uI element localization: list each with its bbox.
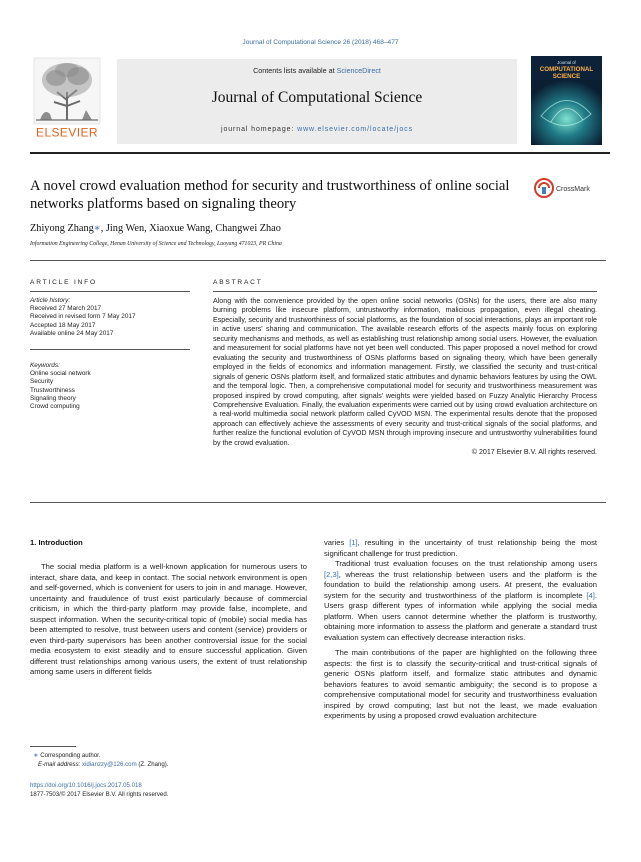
abstract-body — [213, 297, 597, 458]
crossmark-label: CrossMark — [556, 186, 590, 193]
issn-line: 1877-7503/© 2017 Elsevier B.V. All rights reserved. — [30, 791, 169, 798]
article-info-rule — [30, 291, 190, 292]
contents-availability — [117, 66, 517, 75]
text-run: . Users grasp different types of information while applying the social media platform. When users cannot determine whether the platform is trustworthy, obtaining more information to assess the platform and generate a standard trust evaluation system can effectively decrease interaction risks. — [324, 590, 597, 642]
footnote-marker: ∗ — [33, 752, 39, 759]
elsevier-wordmark — [30, 125, 104, 142]
text-run: Traditional trust evaluation focuses on the trust relationship among users — [335, 559, 597, 568]
abstract-heading: ABSTRACT — [213, 279, 263, 286]
author-list — [30, 222, 281, 234]
masthead-divider — [30, 152, 610, 154]
history-online: Available online 24 May 2017 — [30, 329, 114, 337]
intro-paragraph-1: The social media platform is a well-known application for numerous users to interact, share data, and keep in contact. The social network environment is open and self-governed, which is convenient for users to join in and manage. However, uncertainty and fraudulence of trust exist particularly because of commercial criticism, in which the third-party platform may provide false, incomplete, and suspect information. When the security-critical topic of (mobile) social media has been attempted to resolve, trust between users and content (service) providers or even third-party supervisors has been another controversial issue for the social media ecosystem to exist steadily and to ensure successful application. Given different trust relationships among various users, the extent of trust relationship among same users in different fields — [30, 562, 307, 676]
footnote-rule — [30, 746, 76, 747]
corresponding-marker[interactable]: ∗ — [93, 223, 101, 234]
email-label: E-mail address: — [38, 760, 83, 768]
coauthors: , Jing Wen, Xiaoxue Wang, Changwei Zhao — [100, 223, 281, 234]
body-column-left — [30, 562, 307, 678]
keywords-label: Keywords: — [30, 362, 60, 370]
footnote — [30, 752, 169, 769]
keyword-item: Signaling theory — [30, 394, 76, 402]
keyword-item: Trustworthiness — [30, 386, 75, 394]
history-accepted: Accepted 18 May 2017 — [30, 321, 96, 329]
cover-journal-of: Journal of — [557, 60, 576, 65]
journal-homepage — [117, 126, 517, 133]
keyword-item: Crowd computing — [30, 403, 80, 411]
journal-reference[interactable]: Journal of Computational Science 26 (2018) 468–477 — [242, 39, 399, 46]
text-run: , resulting in the uncertainty of trust relationship being the most significant challenge for trust prediction. — [324, 538, 597, 558]
elsevier-wordmark-text: ELSEVIER — [36, 125, 98, 139]
intro-paragraph-2 — [324, 559, 597, 643]
article-info-heading: ARTICLE INFO — [30, 279, 97, 286]
cover-computational: COMPUTATIONAL — [539, 66, 594, 73]
cover-science: SCIENCE — [552, 73, 581, 80]
contents-prefix: Contents lists available at — [253, 66, 337, 75]
footnote-label: Corresponding author. — [40, 752, 101, 759]
abstract-text: Along with the convenience provided by the open online social networks (OSNs) for the users, there are also many burning problems like insecure platform, untrustworthy information, malicious propagation, even illegal cheating. Especially, security and trustworthiness of social platforms, as the foundation of social interactions, plays an important role in active users' sharing and communication. The available research efforts of the aspects mainly focus on exploring security mechanisms and methods, as well as establishing trust relationship among social users. However, the evaluation and measurement for social platforms have not yet been well conducted. This paper proposed a novel method for crowd evaluating the security and trustworthiness of OSNs platforms based on signaling theory, which have been generally employed in the fields of economics and information management. Firstly, we classified the security and trust-critical signals of generic OSNs platform itself, and formalized static attributes and dynamic behaviors features by using the OWL and the temporal logic. Then, a comprehensive computational model for security and trustworthiness measurement was proposed inspired by crowd computing, after signals' weights were yielded based on Fuzzy Analytic Hierarchy Process Comprehensive Evaluation. Finally, the evaluation experiments were carried out by using crowd evaluation architecture on a real-world multimedia social network platform called CyVOD MSN. The experimental results denote that the proposed approach can effectively achieve the assessments of every security and trust-critical signals of the social platforms, and further realize the functional evolution of CyVOD MSN through improving insecure and untrustworthy vulnerabilities found by the crowd evaluation. — [213, 297, 597, 447]
abstract-copyright: © 2017 Elsevier B.V. All rights reserved. — [471, 448, 597, 457]
sciencedirect-link[interactable]: ScienceDirect — [336, 66, 381, 75]
email-line — [30, 761, 169, 770]
affiliation: Information Engineering College, Henan University of Science and Technology, Luoyang 471023, PR China — [30, 241, 282, 247]
article-info-panel — [30, 297, 190, 411]
keywords-rule — [30, 349, 190, 350]
crossmark-icon — [535, 179, 553, 197]
citation-link[interactable]: [1] — [349, 538, 358, 547]
citation-link[interactable]: [2,3] — [324, 569, 339, 579]
citation-link[interactable]: [4] — [586, 590, 595, 600]
intro-paragraph-3: The main contributions of the paper are highlighted on the following three aspects: the first is to classify the security-critical and trust-critical signals of generic OSNs platform itself, and formalize static attributes and dynamic behaviors features to avoid semantic ambiguity; the second is to propose a comprehensive computational model for security and trustworthiness evaluation inspired by crowd computing; last but not the least, we made evaluation experiments by using a proposed crowd evaluation architecture — [324, 648, 597, 720]
abstract-rule — [213, 291, 597, 292]
elsevier-tree-logo — [30, 56, 104, 126]
paper-title: A novel crowd evaluation method for security and trustworthiness of online social networks platforms based on signaling theory — [30, 178, 510, 212]
homepage-link[interactable]: www.elsevier.com/locate/jocs — [297, 126, 413, 133]
section-heading-introduction: 1. Introduction — [30, 538, 83, 547]
doi-block — [30, 781, 168, 799]
history-received: Received 27 March 2017 — [30, 305, 102, 313]
abstract-bottom-divider — [30, 502, 606, 503]
email-suffix: (Z. Zhang). — [136, 760, 169, 768]
text-run: varies — [324, 538, 350, 547]
body-column-right — [324, 538, 597, 722]
author-email-link[interactable]: xidianzzy@126.com — [82, 760, 137, 768]
intro-paragraph-cont — [324, 538, 597, 559]
homepage-label: journal homepage: — [221, 126, 298, 133]
text-run: , whereas the trust relationship between users and the platform is the foundation to build the relationship among users. At present, the evaluation system for the security and trustworthiness of the platform is incomplete — [324, 569, 597, 600]
header-divider — [30, 260, 606, 261]
keyword-item: Security — [30, 378, 54, 386]
crossmark-badge[interactable] — [534, 178, 604, 198]
history-label: Article history: — [30, 297, 71, 304]
first-author[interactable]: Zhiyong Zhang — [30, 223, 94, 234]
keyword-item: Online social network — [30, 370, 91, 378]
corresponding-author-note — [30, 752, 169, 761]
history-revised: Received in revised form 7 May 2017 — [30, 313, 136, 321]
journal-title: Journal of Computational Science — [211, 89, 423, 106]
doi-link[interactable]: https://doi.org/10.1016/j.jocs.2017.05.018 — [30, 782, 142, 789]
journal-cover-image[interactable] — [531, 56, 602, 145]
